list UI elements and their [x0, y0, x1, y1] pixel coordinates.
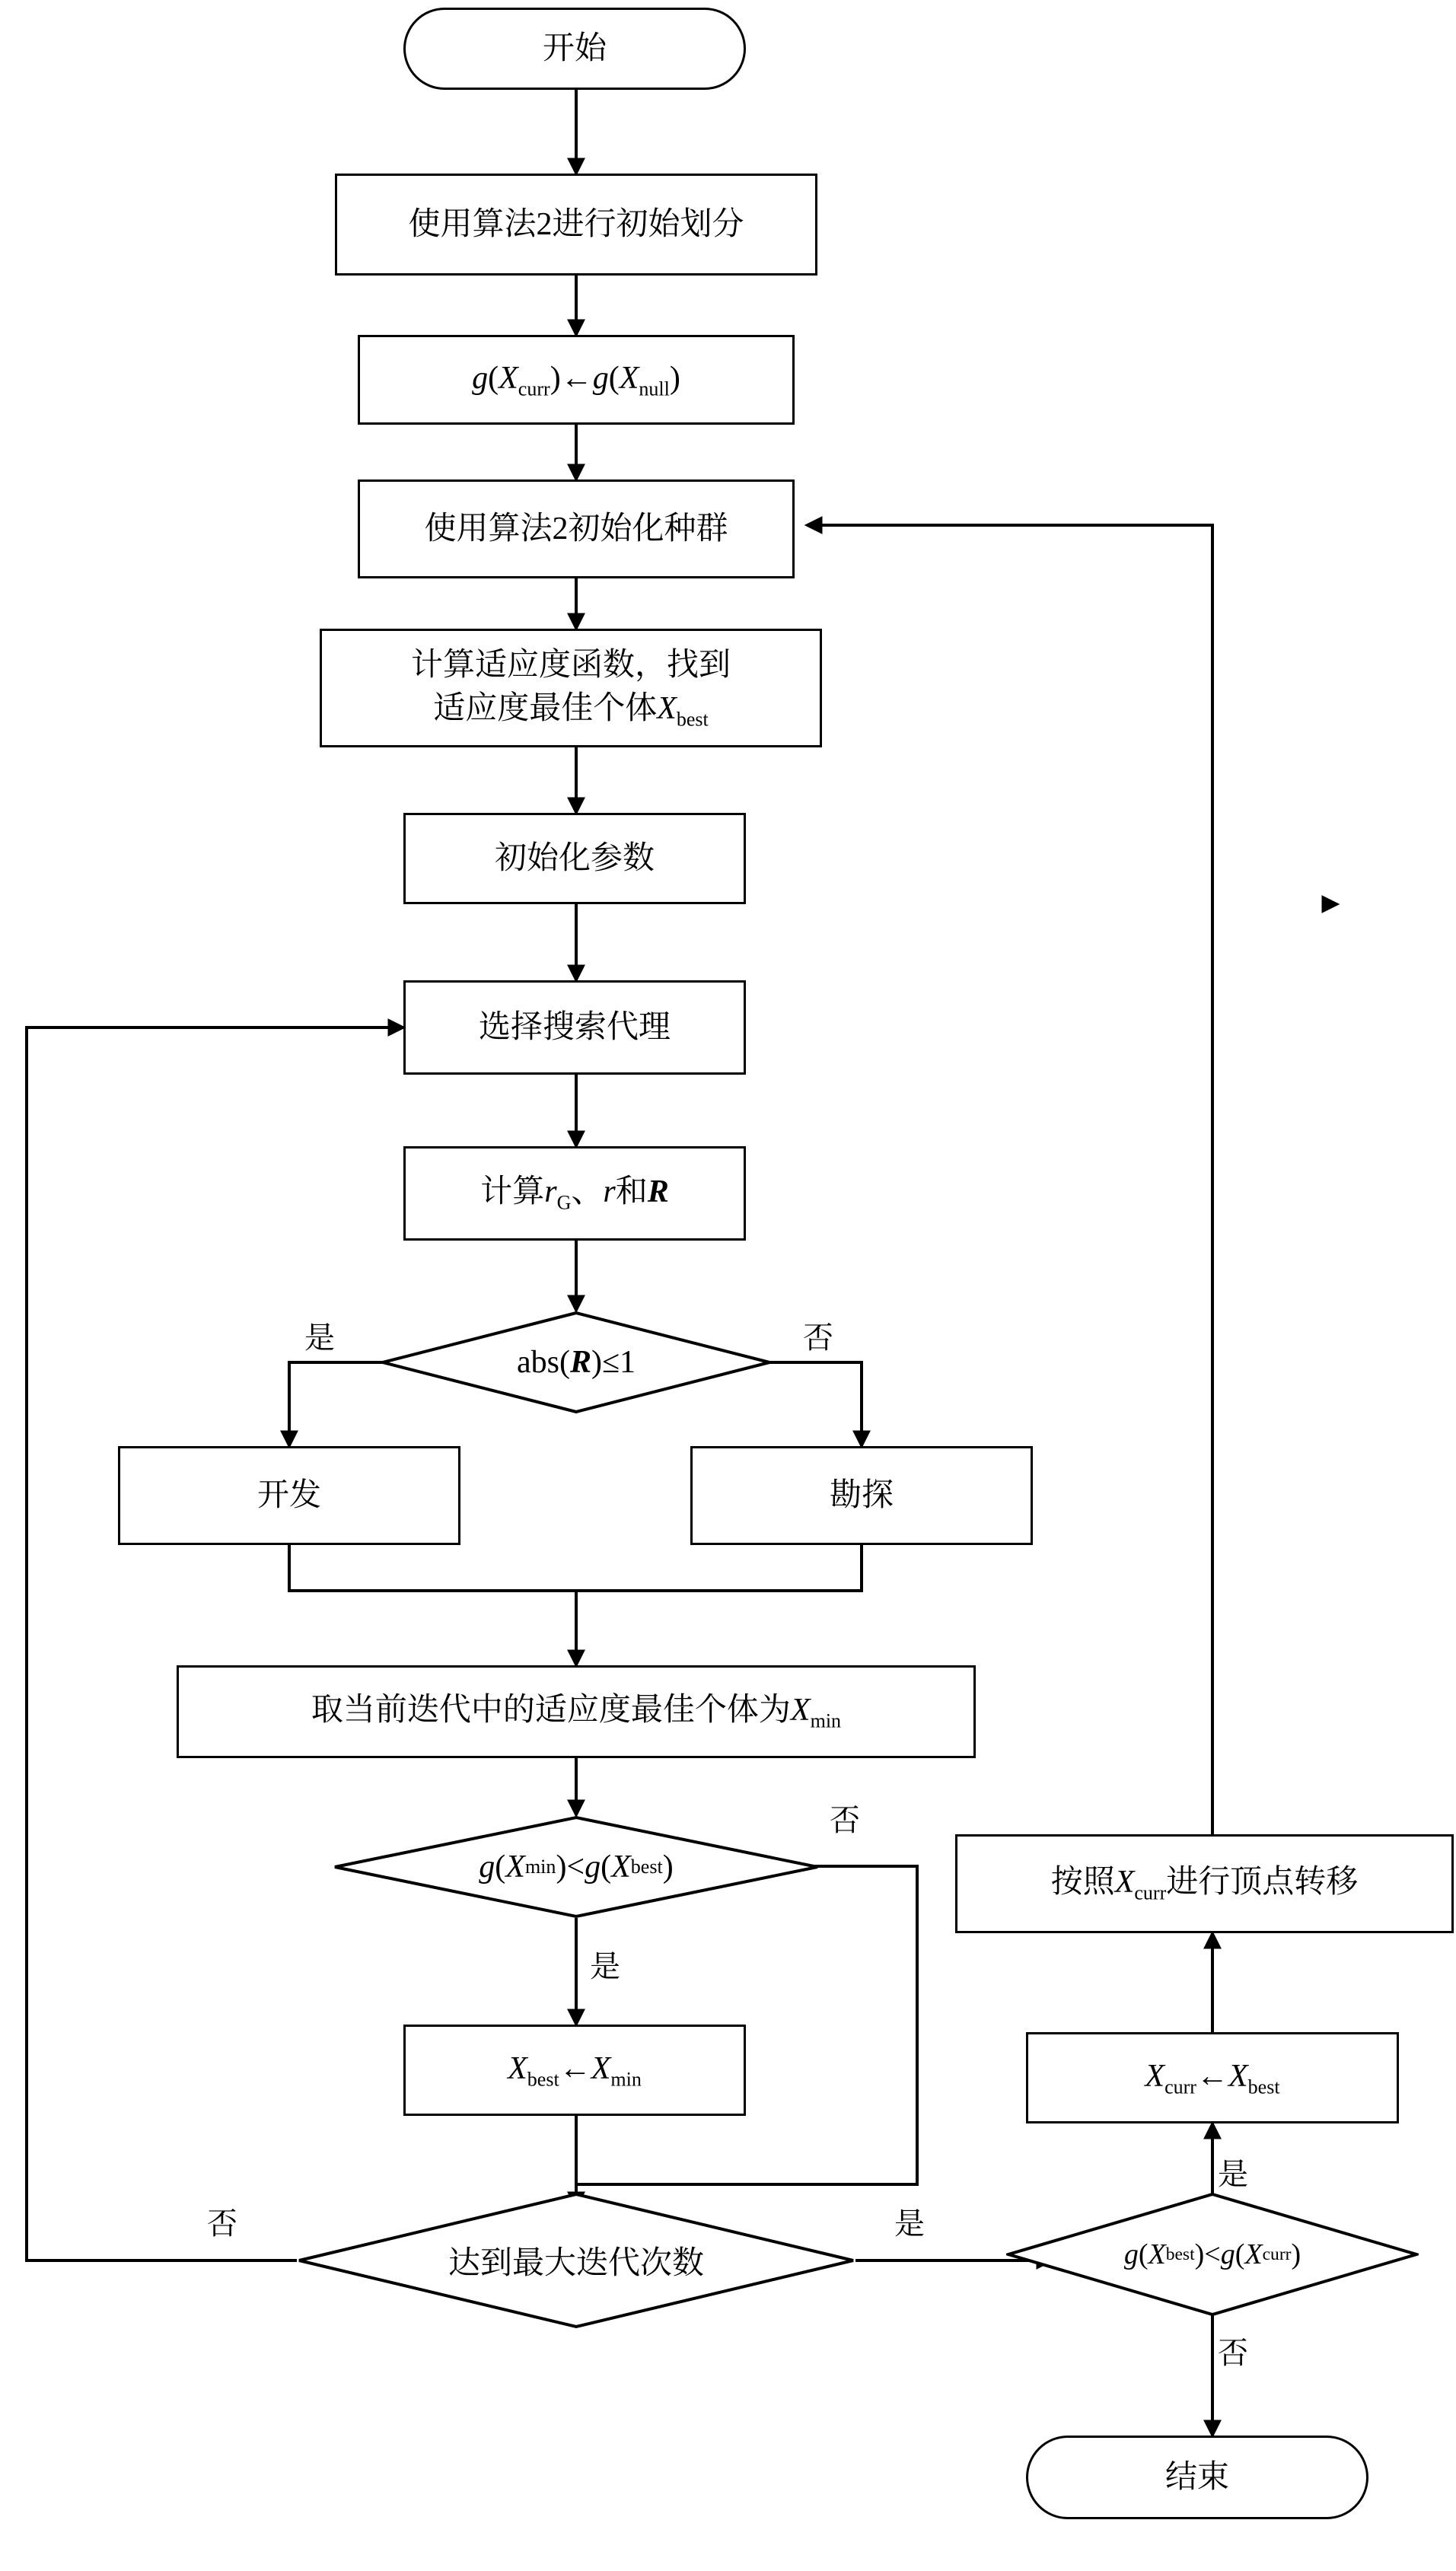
edge-label-max-iter-no: 否 — [207, 2206, 237, 2241]
node-compare-min-best-label: g ( X min )< g ( X best ) — [479, 1849, 674, 1884]
node-take-best-of-iteration-label: 取当前迭代中的适应度最佳个体为$X_{min}$ — [311, 1693, 842, 1732]
node-fitness — [320, 629, 822, 747]
node-assign-g — [358, 335, 795, 425]
edge-label-compare-best-curr-yes: 是 — [1218, 2157, 1248, 2191]
node-calc-r — [403, 1146, 746, 1241]
node-assign-g-label: $g(X_{curr})\leftarrow g(X_{null})$ — [472, 361, 680, 400]
node-init-params-label: 初始化参数 — [494, 840, 655, 876]
edge-label-max-iter-yes: 是 — [894, 2206, 925, 2241]
node-set-best — [403, 2025, 746, 2116]
node-vertex-transfer-label: 按照$X_{curr}$进行顶点转移 — [1050, 1865, 1359, 1904]
node-end — [1026, 2436, 1368, 2519]
node-vertex-transfer — [955, 1834, 1454, 1933]
edge-label-compare-best-curr-no: 否 — [1218, 2336, 1248, 2370]
node-compare-best-curr — [1006, 2192, 1419, 2317]
node-compare-best-curr-label: g ( X best )< g ( X curr ) — [1123, 2238, 1301, 2270]
node-select-agent-label: 选择搜索代理 — [478, 1009, 671, 1045]
node-calc-r-label: 计算$r_G$、r和R — [480, 1174, 669, 1214]
node-explore — [690, 1446, 1033, 1545]
node-explore-label: 勘探 — [829, 1477, 894, 1513]
node-start-label: 开始 — [542, 30, 607, 66]
node-abs-r-decision — [381, 1311, 772, 1414]
node-max-iteration-label: 达到最大迭代次数 — [448, 2246, 704, 2281]
edge-label-compare-min-best-yes: 是 — [590, 1949, 620, 1983]
edge-label-abs-r-yes: 是 — [304, 1321, 335, 1355]
node-select-agent — [403, 980, 746, 1075]
node-initial-partition — [335, 174, 817, 276]
node-take-best-of-iteration — [177, 1665, 976, 1758]
edge-label-compare-min-best-no: 否 — [830, 1803, 860, 1837]
node-init-params — [403, 813, 746, 904]
node-end-label: 结束 — [1164, 2459, 1229, 2495]
node-fitness-label: 计算适应度函数，找到 适应度最佳个体$X_{best}$ — [410, 647, 731, 730]
edge-label-abs-r-no: 否 — [803, 1321, 833, 1355]
node-initial-partition-label: 使用算法2进行初始划分 — [408, 206, 744, 242]
node-exploit — [118, 1446, 460, 1545]
node-max-iteration-decision — [297, 2192, 855, 2329]
node-compare-min-best — [333, 1815, 820, 1919]
node-set-curr — [1026, 2032, 1399, 2123]
node-set-best-label: $X_{best}\leftarrow X_{min}$ — [508, 2051, 642, 2091]
node-abs-r-label: abs( R )≤1 — [516, 1345, 636, 1380]
node-exploit-label: 开发 — [256, 1477, 321, 1513]
node-init-population-label: 使用算法2初始化种群 — [424, 511, 728, 546]
node-start — [403, 8, 746, 90]
node-set-curr-label: $X_{curr}\leftarrow X_{best}$ — [1145, 2059, 1280, 2098]
node-init-population — [358, 479, 795, 578]
